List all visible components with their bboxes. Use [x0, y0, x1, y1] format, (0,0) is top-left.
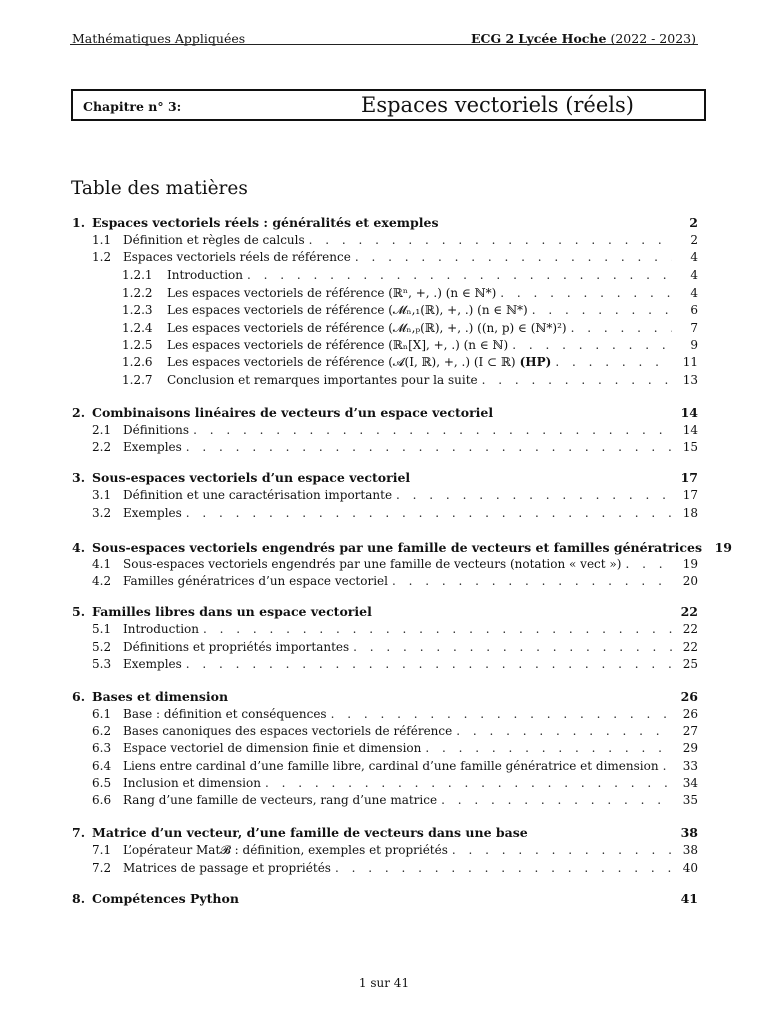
toc-number: 8.: [72, 891, 86, 906]
toc-section[interactable]: [72, 470, 698, 488]
toc-leader-dots: [441, 793, 672, 807]
toc-number: 5.: [72, 604, 86, 619]
toc-leader-dots: [203, 622, 672, 636]
page-header: [72, 24, 696, 46]
toc-subsection[interactable]: [72, 488, 698, 506]
toc-entry-title: Espaces vectoriels réels de référence: [123, 250, 351, 264]
toc-page-number: 15: [682, 440, 698, 454]
toc-leader-dots: [663, 759, 672, 773]
toc-number: 1.2.4: [122, 321, 153, 335]
toc-hp-tag: (HP): [519, 355, 552, 369]
toc-entry-title: Introduction: [167, 268, 243, 282]
toc-leader-dots: [555, 355, 672, 369]
toc-number: 2.1: [92, 423, 112, 437]
toc-number: 1.2: [92, 250, 112, 264]
toc-page-number: 27: [682, 724, 698, 738]
toc-subsection[interactable]: [72, 574, 698, 592]
toc-number: 1.1: [92, 233, 112, 247]
toc-entry-title: Rang d’une famille de vecteurs, rang d’une matrice: [123, 793, 438, 807]
toc-entry-title: Définition et une caractérisation importante: [123, 488, 393, 502]
toc-number: 7.: [72, 825, 86, 840]
toc-page-number: 11: [682, 355, 698, 369]
toc-entry-title: Les espaces vectoriels de référence (𝓜ₙ,ₚ(ℝ), +, .) ((n, p) ∈ (ℕ*)²): [167, 321, 567, 335]
toc-page-number: 22: [680, 604, 698, 619]
toc-number: 1.2.5: [122, 338, 153, 352]
toc-page-number: 18: [682, 506, 698, 520]
toc-section[interactable]: [72, 215, 698, 233]
toc-section[interactable]: [72, 891, 698, 909]
toc-page-number: 33: [682, 759, 698, 773]
toc-number: 2.2: [92, 440, 112, 454]
toc-subsubsection[interactable]: [72, 355, 698, 373]
toc-page-number: 4: [690, 250, 698, 264]
chapter-box: [71, 89, 706, 121]
toc-number: 1.2.7: [122, 373, 153, 387]
toc-entry-title: Définition et règles de calculs: [123, 233, 305, 247]
toc-entry-title: Exemples: [123, 440, 182, 454]
toc-page-number: 26: [682, 707, 698, 721]
toc-number: 6.4: [92, 759, 112, 773]
toc-leader-dots: [456, 724, 672, 738]
toc-leader-dots: [335, 861, 672, 875]
toc-page-number: 2: [690, 233, 698, 247]
toc-number: 5.3: [92, 657, 112, 671]
toc-leader-dots: [425, 741, 672, 755]
toc-page-number: 34: [682, 776, 698, 790]
toc-page-number: 38: [680, 825, 698, 840]
toc-number: 7.2: [92, 861, 112, 875]
toc-number: 4.1: [92, 557, 112, 571]
toc-leader-dots: [331, 707, 672, 721]
toc-page-number: 4: [690, 268, 698, 282]
toc-number: 6.1: [92, 707, 112, 721]
toc-entry-title: Introduction: [123, 622, 199, 636]
toc-page-number: 38: [682, 843, 698, 857]
toc-leader-dots: [186, 506, 672, 520]
toc-page-number: 17: [682, 488, 698, 502]
toc-entry-title: Exemples: [123, 506, 182, 520]
toc-page-number: 6: [690, 303, 698, 317]
header-subject: Mathématiques Appliquées: [72, 31, 246, 46]
toc-leader-dots: [625, 557, 672, 571]
toc-number: 1.2.1: [122, 268, 153, 282]
chapter-label: Chapitre n° 3:: [83, 99, 182, 114]
toc-leader-dots: [532, 303, 672, 317]
toc-entry-title: Familles génératrices d’un espace vectoriel: [123, 574, 388, 588]
toc-number: 1.2.3: [122, 303, 153, 317]
toc-entry-title: Les espaces vectoriels de référence (𝓜ₙ,₁(ℝ), +, .) (n ∈ ℕ*): [167, 303, 528, 317]
header-rule: [70, 44, 698, 45]
toc-entry-title: Sous-espaces vectoriels engendrés par une famille de vecteurs (notation « vect »): [123, 557, 622, 571]
toc-number: 5.1: [92, 622, 112, 636]
toc-subsection[interactable]: [72, 861, 698, 879]
toc-leader-dots: [392, 574, 672, 588]
toc-subsection[interactable]: [72, 640, 698, 658]
toc-subsubsection[interactable]: [72, 268, 698, 286]
toc-page-number: 7: [690, 321, 698, 335]
toc-section[interactable]: [72, 540, 732, 558]
toc-entry-title: Bases et dimension: [92, 689, 229, 704]
toc-page-number: 4: [690, 286, 698, 300]
toc-leader-dots: [265, 776, 672, 790]
toc-number: 6.: [72, 689, 86, 704]
toc-page-number: 26: [680, 689, 698, 704]
toc-section[interactable]: [72, 604, 698, 622]
toc-number: 1.2.2: [122, 286, 153, 300]
toc-page-number: 22: [682, 640, 698, 654]
toc-entry-title: Conclusion et remarques importantes pour la suite: [167, 373, 478, 387]
toc-number: 7.1: [92, 843, 112, 857]
toc-number: 4.: [72, 540, 86, 555]
toc-page-number: 13: [682, 373, 698, 387]
toc-entry-title: Sous-espaces vectoriels engendrés par une famille de vecteurs et familles génératrices: [92, 540, 702, 555]
toc-subsection[interactable]: [72, 622, 698, 640]
toc-page-number: 40: [682, 861, 698, 875]
toc-page-number: 17: [680, 470, 698, 485]
toc-entry-title: Définitions et propriétés importantes: [123, 640, 350, 654]
toc-page-number: 25: [682, 657, 698, 671]
toc-leader-dots: [193, 423, 672, 437]
toc-leader-dots: [353, 640, 672, 654]
toc-page-number: 29: [682, 741, 698, 755]
toc-subsection[interactable]: [72, 776, 698, 794]
toc-subsection[interactable]: [72, 793, 698, 811]
toc-subsection[interactable]: [72, 707, 698, 725]
toc-leader-dots: [186, 440, 672, 454]
toc-number: 6.3: [92, 741, 112, 755]
toc-subsubsection[interactable]: [72, 338, 698, 356]
toc-leader-dots: [512, 338, 672, 352]
toc-leader-dots: [309, 233, 672, 247]
toc-entry-title: Espace vectoriel de dimension finie et dimension: [123, 741, 422, 755]
toc-subsection[interactable]: [72, 657, 698, 675]
toc-page-number: 19: [682, 557, 698, 571]
toc-subsection[interactable]: [72, 557, 698, 575]
toc-subsubsection[interactable]: [72, 303, 698, 321]
toc-leader-dots: [247, 268, 672, 282]
toc-entry-title: Exemples: [123, 657, 182, 671]
toc-entry-title: Inclusion et dimension: [123, 776, 261, 790]
toc-number: 6.6: [92, 793, 112, 807]
toc-number: 6.5: [92, 776, 112, 790]
toc-page-number: 14: [682, 423, 698, 437]
toc-page-number: 2: [689, 215, 698, 230]
toc-leader-dots: [452, 843, 672, 857]
toc-page-number: 14: [680, 405, 698, 420]
toc-entry-title: L’opérateur Mat𝓑 : définition, exemples et propriétés: [123, 843, 448, 857]
toc-entry-title: Base : définition et conséquences: [123, 707, 327, 721]
header-school: Lycée Hoche: [518, 31, 607, 46]
toc-entry-title: Définitions: [123, 423, 190, 437]
chapter-title: Espaces vectoriels (réels): [361, 93, 634, 117]
toc-subsection[interactable]: [72, 741, 698, 759]
toc-leader-dots: [355, 250, 672, 264]
toc-page-number: 9: [690, 338, 698, 352]
toc-leader-dots: [571, 321, 672, 335]
toc-page-number: 35: [682, 793, 698, 807]
toc-subsection[interactable]: [72, 250, 698, 268]
toc-subsection[interactable]: [72, 724, 698, 742]
toc-number: 1.: [72, 215, 86, 230]
toc-heading: Table des matières: [71, 178, 248, 199]
toc-subsubsection[interactable]: [72, 321, 698, 339]
toc-number: 5.2: [92, 640, 112, 654]
toc-leader-dots: [396, 488, 672, 502]
toc-subsubsection[interactable]: [72, 373, 698, 391]
toc-entry-title: Combinaisons linéaires de vecteurs d’un espace vectoriel: [92, 405, 494, 420]
toc-number: 4.2: [92, 574, 112, 588]
toc-entry-title: Familles libres dans un espace vectoriel: [92, 604, 372, 619]
toc-entry-title: Les espaces vectoriels de référence (ℝⁿ, +, .) (n ∈ ℕ*): [167, 286, 497, 300]
toc-number: 1.2.6: [122, 355, 153, 369]
toc-entry-title: Sous-espaces vectoriels d’un espace vectoriel: [92, 470, 411, 485]
toc-subsubsection[interactable]: [72, 286, 698, 304]
toc-entry-title: Les espaces vectoriels de référence (ℝₙ[X], +, .) (n ∈ ℕ): [167, 338, 509, 352]
toc-subsection[interactable]: [72, 506, 698, 524]
toc-entry-title: Bases canoniques des espaces vectoriels de référence: [123, 724, 453, 738]
toc-entry-title: Les espaces vectoriels de référence (𝓐(I, ℝ), +, .) (I ⊂ ℝ): [167, 355, 516, 369]
toc-number: 3.: [72, 470, 86, 485]
toc-subsection[interactable]: [72, 233, 698, 251]
toc-entry-title: Matrices de passage et propriétés: [123, 861, 331, 875]
toc-subsection[interactable]: [72, 423, 698, 441]
toc-subsection[interactable]: [72, 843, 698, 861]
toc-page-number: 19: [714, 540, 732, 555]
header-year: (2022 - 2023): [610, 31, 696, 46]
header-class: ECG 2: [471, 31, 515, 46]
toc-number: 6.2: [92, 724, 112, 738]
toc-section[interactable]: [72, 689, 698, 707]
toc-entry-title: Espaces vectoriels réels : généralités et exemples: [92, 215, 439, 230]
toc-subsection[interactable]: [72, 440, 698, 458]
toc-leader-dots: [186, 657, 672, 671]
toc-number: 3.1: [92, 488, 112, 502]
toc-number: 3.2: [92, 506, 112, 520]
toc-page-number: 41: [680, 891, 698, 906]
toc-page-number: 20: [682, 574, 698, 588]
toc-section[interactable]: [72, 405, 698, 423]
toc-number: 2.: [72, 405, 86, 420]
toc-subsection[interactable]: [72, 759, 698, 777]
toc-section[interactable]: [72, 825, 698, 843]
toc-entry-title: Matrice d’un vecteur, d’une famille de vecteurs dans une base: [92, 825, 528, 840]
toc-entry-title: Liens entre cardinal d’une famille libre, cardinal d’une famille génératrice et dimension: [123, 759, 659, 773]
toc-page-number: 22: [682, 622, 698, 636]
toc-entry-title: Compétences Python: [92, 891, 239, 906]
toc-leader-dots: [500, 286, 672, 300]
toc-leader-dots: [482, 373, 672, 387]
page-footer: 1 sur 41: [358, 976, 410, 990]
